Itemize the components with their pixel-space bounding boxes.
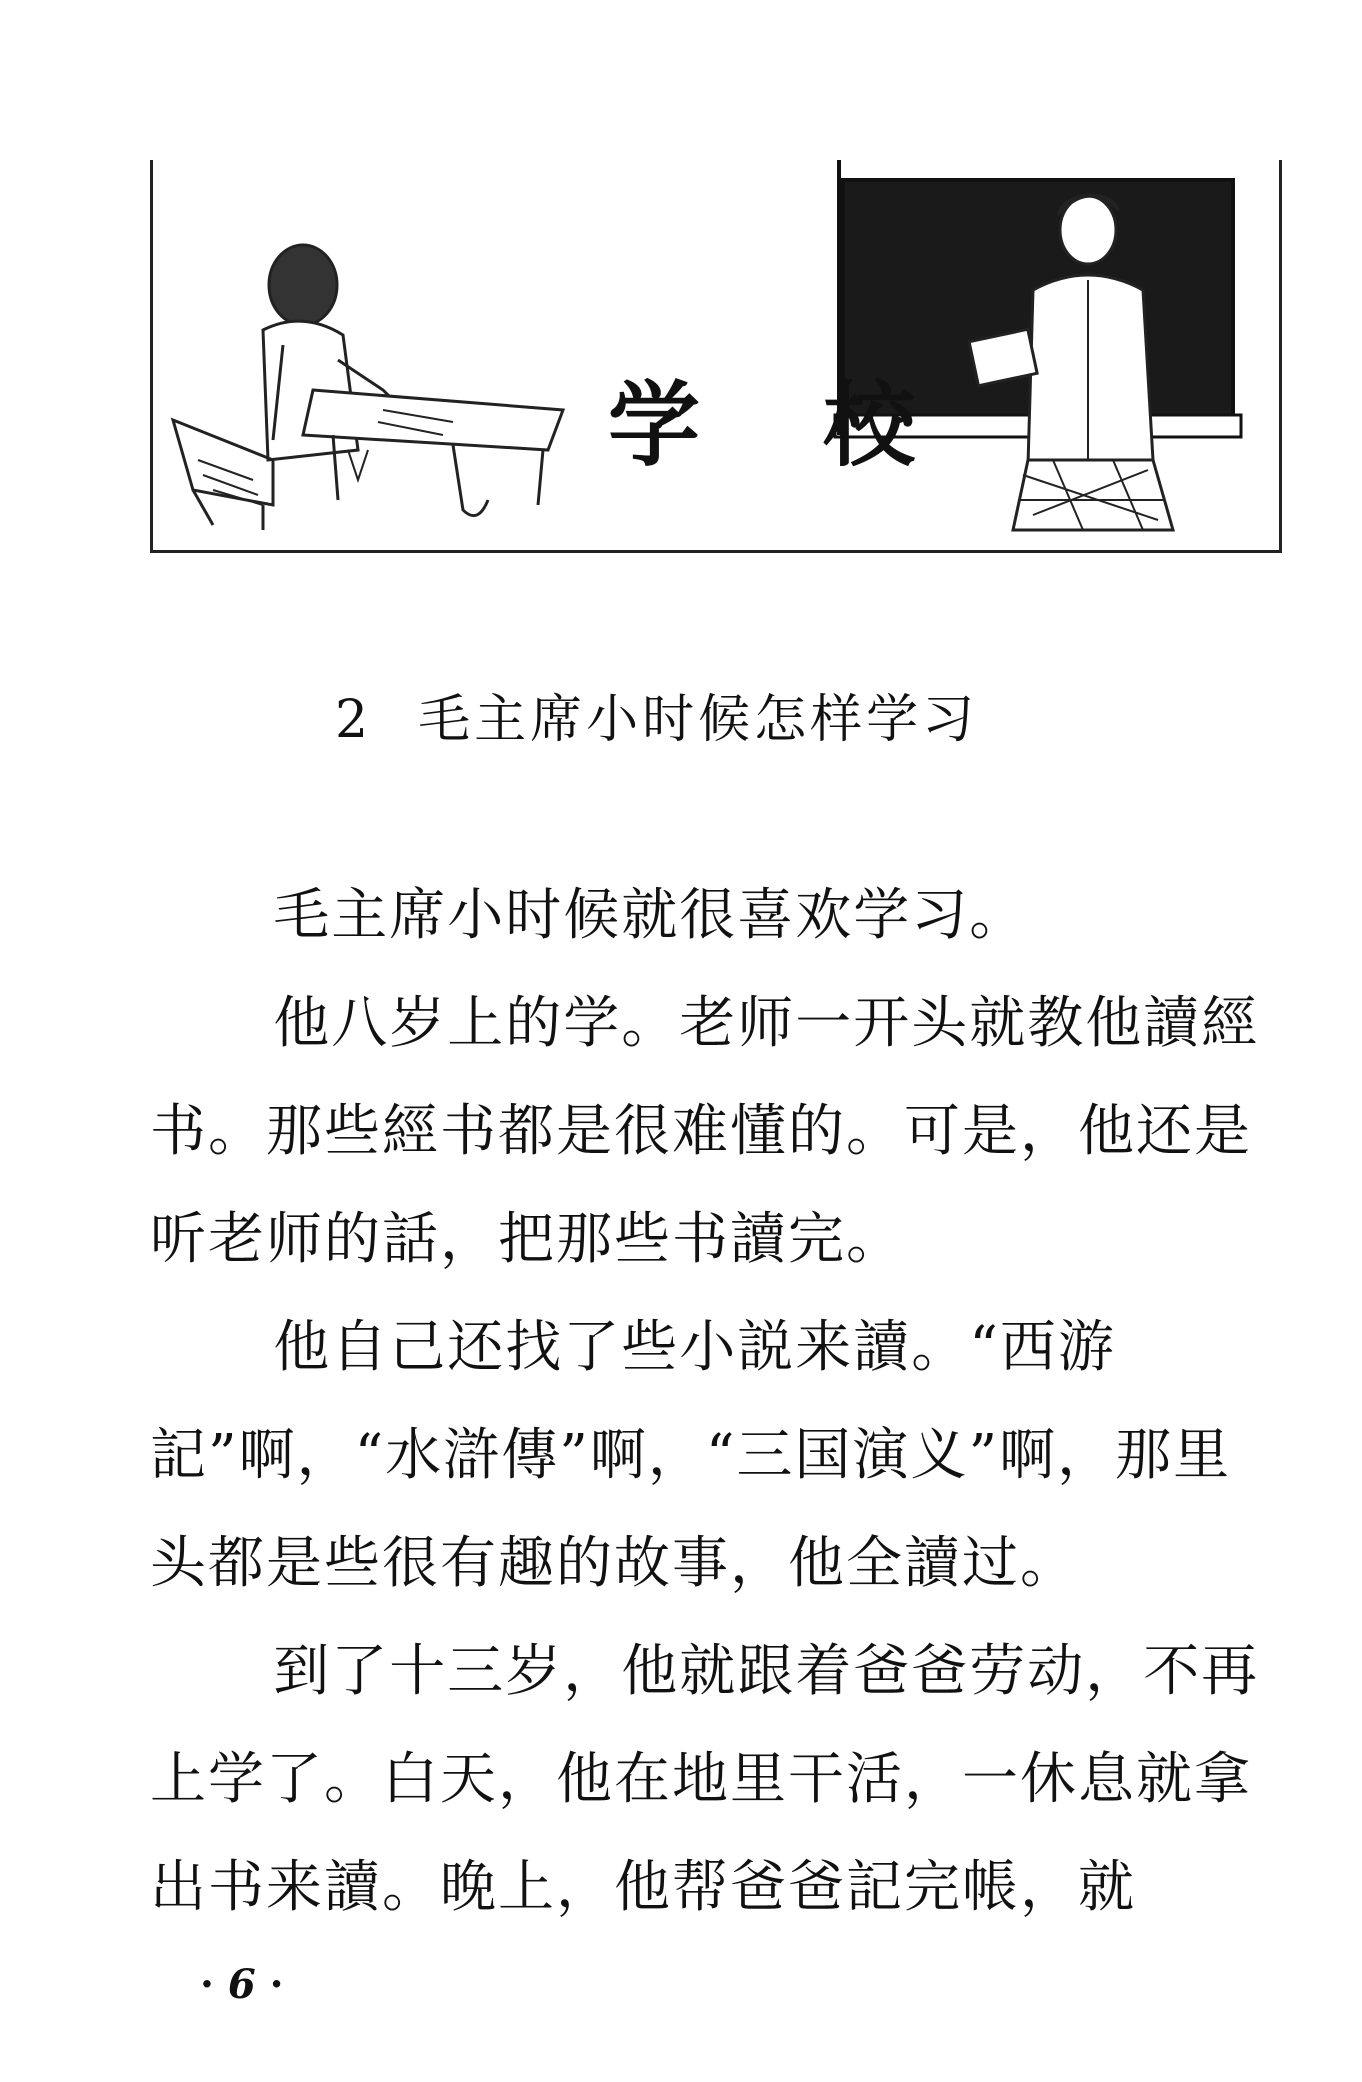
banner-title-char-1: 学: [608, 371, 701, 479]
page-number-dot-right: ·: [269, 1961, 284, 2008]
body-text: [150, 862, 1280, 1942]
lesson-number: 2: [335, 690, 373, 750]
paragraph-3: 他自己还找了些小説来讀。“西游記”啊，“水滸傳”啊，“三国演义”啊，那里头都是些很有趣的故事，他全讀过。: [150, 1315, 1232, 1596]
student-drawing: [173, 245, 563, 530]
page-number-dot-left: ·: [200, 1961, 214, 2008]
paragraph-4: 到了十三岁，他就跟着爸爸劳动，不再上学了。白天，他在地里干活，一休息就拿出书来讀。晚上，他帮爸爸記完帳，就: [150, 1639, 1260, 1920]
illustration-banner: [150, 160, 1282, 553]
classroom-illustration: [153, 160, 1279, 550]
banner-title-char-2: 校: [823, 371, 916, 479]
paragraph-1: 毛主席小时候就很喜欢学习。: [273, 883, 1028, 948]
lesson-title-text: 毛主席小时候怎样学习: [418, 690, 979, 750]
lesson-title: [335, 680, 1135, 760]
page-number: [200, 1955, 360, 2015]
paragraph-2: 他八岁上的学。老师一开头就教他讀經书。那些經书都是很难懂的。可是，他还是听老师的話，把那些书讀完。: [150, 991, 1260, 1272]
page-number-value: 6: [227, 1961, 256, 2008]
